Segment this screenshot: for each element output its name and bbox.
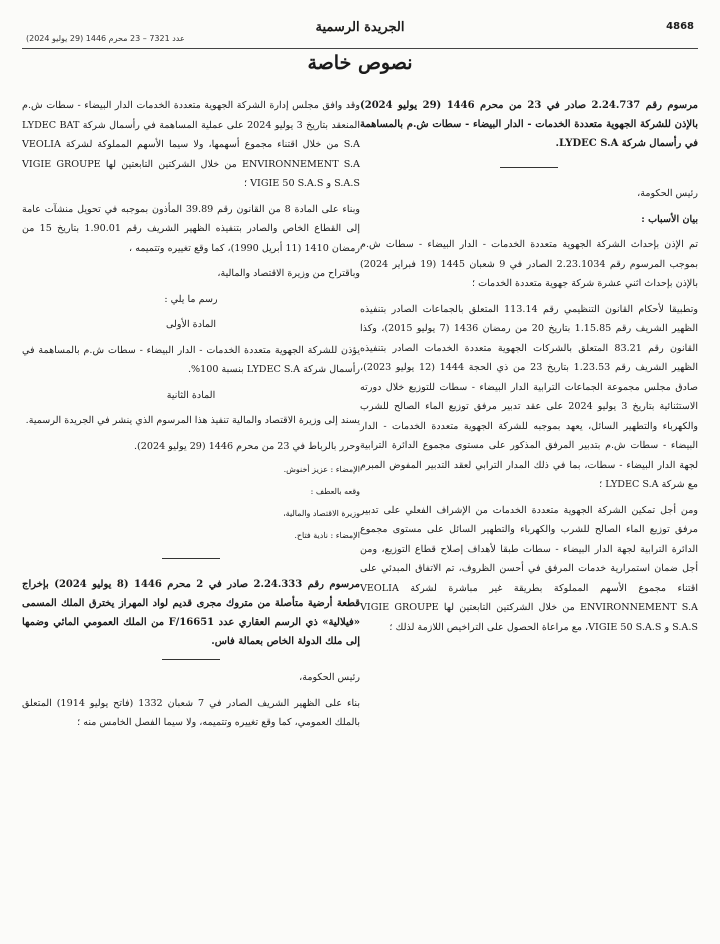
section-title: نصوص خاصة [307,52,413,74]
journal-title: الجريدة الرسمية [315,20,405,35]
reason-paragraph: تم الإذن بإحداث الشركة الجهوية متعددة الخدمات - الدار البيضاء - سطات ش.م بموجب المرسوم رقم 2.23.1034 الصادر في 9 شعبان 1445 (19 فبراير 2024) بالإذن بإحداث اثني عشرة شركة جهوية متعددة الخدمات ؛ [360,239,699,289]
left-column [22,96,360,739]
countersign-label: وقعه بالعطف : [310,487,360,496]
article-1-text: يؤذن للشركة الجهوية متعددة الخدمات - الدار البيضاء - سطات ش.م بالمساهمة في رأسمال شركة LYDEC S.A بنسبة 100%. [22,344,360,375]
reason-paragraph: وتطبيقا لأحكام القانون التنظيمي رقم 113.14 المتعلق بالجماعات الصادر بتنفيذه الظهير الشريف رقم 1.15.85 بتاريخ 20 من رمضان 1436 (7 يوليو 2015)، وكذا القانون رقم 83.21 المتعلق بالشركات الجهوية متعددة الخدمات الصادر بتنفيذه الظهير الشريف رقم 1.23.53 بتاريخ 23 من ذي الحجة 1444 (12 يوليو 2023)، صادق مجلس مجموعة الجماعات الترابية الدار البيضاء - سطات للتوزيع خلال دورته الاستثنائية بتاريخ 3 يوليو 2024 على عقد تدبير مرفق توزيع الماء الصالح للشرب والكهرباء والتطهير السائل، يعهد بموجبه للشركة الجهوية متعددة الخدمات - الدار البيضاء - سطات ش.م بتدبير المرفق المذكور على مستوى مجموع الدائرة الترابية لجهة الدار البيضاء - سطات، بما في ذلك المدار الترابي لعقد التدبير المفوض المبرم مع شركة LYDEC S.A ؛ [360,303,699,490]
reason-paragraph: ومن أجل تمكين الشركة الجهوية متعددة الخدمات من الإشراف الفعلي على تدبير مرفق توزيع الماء الصالح للشرب والكهرباء والتطهير السائل على مستوى مجموع الدائرة الترابية لجهة الدار البيضاء - سطات طبقا لأهداف إصلاح قطاع التوزيع، ومن أجل ضمان استمرارية خدمات المرفق في أحسن الظروف، تم الاتفاق المبدئي على اقتناء مجموع الأسهم المملوكة بطريقة غير مباشرة لشركة VEOLIA ENVIRONNEMENT S.A من خلال الشركتين التابعتين لها VIGIE GROUPE S.A.S و VIGIE 50 S.A.S، مع مراعاة الحصول على التراخيص اللازمة لذلك ؛ [360,504,698,633]
decree-2-title: مرسوم رقم 2.24.333 صادر في 2 محرم 1446 (8 يوليو 2024) بإخراج قطعة أرضية متأصلة من متروك مجرى قديم لواد المهراز يخترق الملك المسمى «فيلالية» ذي الرسم العقاري عدد F/16651 من الملك العمومي المائي وضمها إلى ملك الدولة الخاص بعمالة فاس. [22,579,360,647]
article-1-heading: المادة الأولى [165,319,217,330]
separator [500,167,558,168]
body-paragraph: وقد وافق مجلس إدارة الشركة الجهوية متعددة الخدمات الدار البيضاء - سطات ش.م المنعقد بتاريخ 3 يوليو 2024 على عملية المساهمة في رأسمال شركة LYDEC BAT S.A من خلال اقتناء مجموع أسهمها، ولا سيما الأسهم المملوكة لشركة VEOLIA ENVIRONNEMENT S.A من خلال الشركتين التابعتين لها VIGIE GROUPE S.A.S و VIGIE 50 S.A.S ؛ [22,100,361,189]
issue-info: عدد 7321 – 23 محرم 1446 (29 يوليو 2024) [26,34,185,43]
done-at: وحرر بالرباط في 23 من محرم 1446 (29 يوليو 2024). [133,440,360,452]
separator [162,558,220,559]
minister-title: وزيرة الاقتصاد والمالية، [283,509,360,518]
pm-signature: الإمضاء : عزيز أخنوش. [283,465,360,474]
separator [162,659,220,660]
reasons-heading: بيان الأسباب : [641,213,698,225]
article-2-heading: المادة الثانية [166,389,216,401]
minister-signature: الإمضاء : نادية فتاح. [294,531,360,540]
body-paragraph: وباقتراح من وزيرة الاقتصاد والمالية، [217,268,360,279]
page-header [22,8,698,49]
body-paragraph: وبناء على المادة 8 من القانون رقم 39.89 المأذون بموجبه في تحويل منشآت عامة إلى القطاع الخاص والصادر بتنفيذه الظهير الشريف رقم 1.90.01 بتاريخ 15 من رمضان 1410 (11 أبريل 1990)، كما وقع تغييره وتتميمه ، [22,203,361,254]
page-number: 4868 [666,21,694,32]
decreed-statement: رسم ما يلي : [164,293,218,305]
head-of-government: رئيس الحكومة، [637,188,698,199]
decree-2-head-of-government: رئيس الحكومة، [299,672,360,683]
right-column [360,96,698,643]
decree-2-preamble: بناء على الظهير الشريف الصادر في 7 شعبان 1332 (فاتح يوليو 1914) المتعلق بالملك العمومي، كما وقع تغييره وتتميمه، ولا سيما الفصل الخامس منه ؛ [22,697,360,728]
decree-title: مرسوم رقم 2.24.737 صادر في 23 من محرم 1446 (29 يوليو 2024) بالإذن للشركة الجهوية متعددة الخدمات - الدار البيضاء - سطات ش.م بالمساهمة في رأسمال شركة LYDEC S.A. [360,100,698,149]
article-2-text: يسند إلى وزيرة الاقتصاد والمالية تنفيذ هذا المرسوم الذي ينشر في الجريدة الرسمية. [25,415,360,426]
